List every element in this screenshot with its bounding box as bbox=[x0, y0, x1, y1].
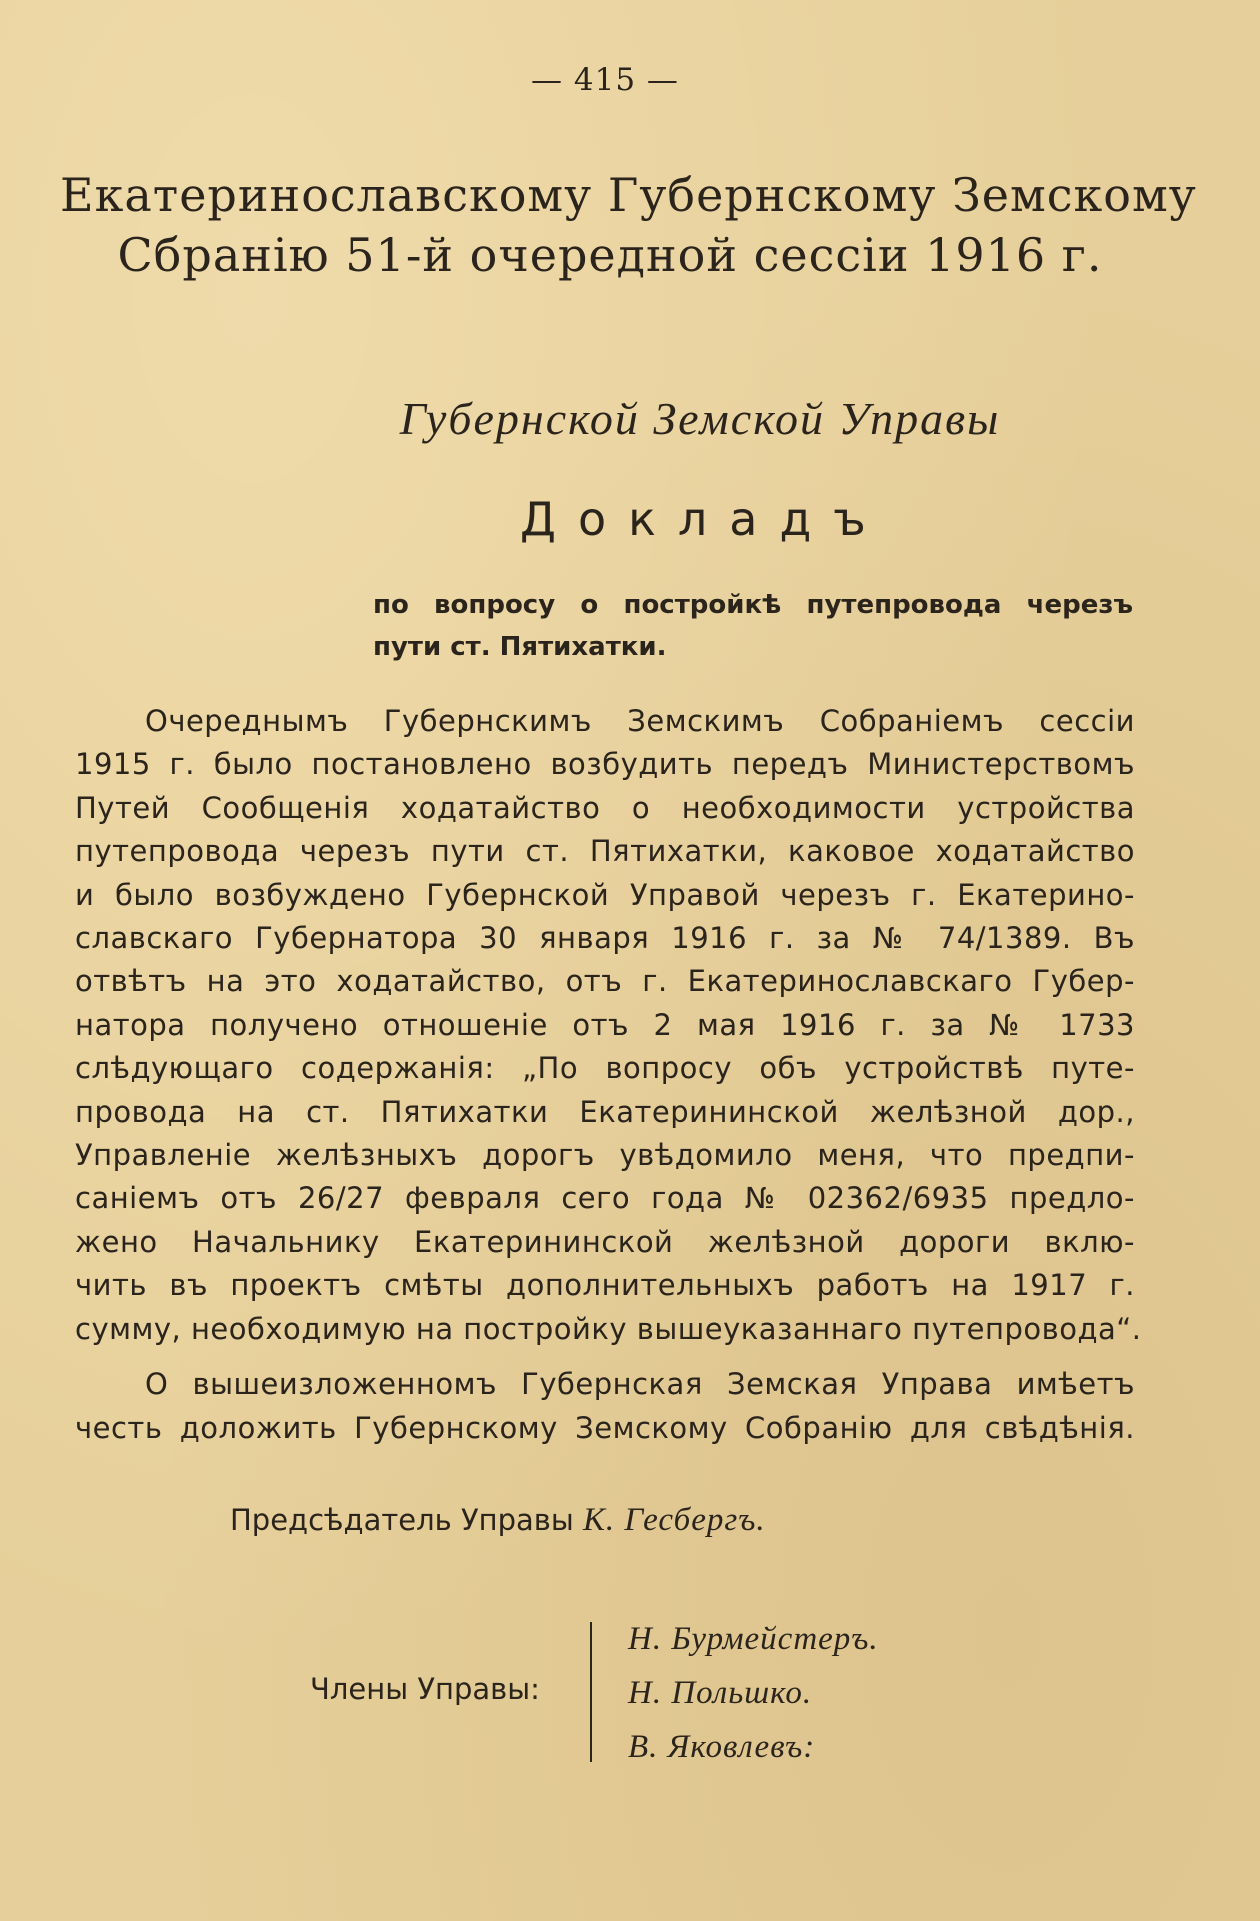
topic-line-2: пути ст. Пятихатки. bbox=[373, 632, 667, 662]
paragraph-line: слѣдующаго содержанія: „По вопросу объ устройствѣ путе- bbox=[75, 1051, 1135, 1086]
paragraph-line: провода на ст. Пятихатки Екатерининской желѣзной дор., bbox=[75, 1094, 1135, 1129]
report-body bbox=[75, 700, 1142, 1450]
chairman-label: Предсѣдатель Управы bbox=[230, 1503, 574, 1537]
paragraph-line: чить въ проектъ смѣты дополнительныхъ работъ на 1917 г. bbox=[75, 1268, 1135, 1303]
paragraph-line: саніемъ отъ 26/27 февраля сего года № 02362/6935 предло- bbox=[75, 1181, 1135, 1216]
paragraph-1 bbox=[75, 700, 1142, 1351]
document-heading bbox=[60, 165, 1197, 285]
paragraph-line: путепровода черезъ пути ст. Пятихатки, каковое ходатайство bbox=[75, 834, 1135, 869]
chairman-name: К. Гесбергъ. bbox=[582, 1502, 766, 1538]
member-name: Н. Польшко. bbox=[628, 1675, 813, 1711]
member-name: В. Яковлевъ: bbox=[628, 1729, 816, 1765]
report-topic bbox=[373, 584, 1133, 668]
paragraph-line: О вышеизложенномъ Губернская Земская Управа имѣетъ bbox=[145, 1367, 1135, 1402]
topic-line-1: по вопросу о постройкѣ путепровода черезъ bbox=[373, 590, 1133, 620]
paragraph-line: жено Начальнику Екатерининской желѣзной дороги вклю- bbox=[75, 1224, 1135, 1259]
paragraph-line: Путей Сообщенія ходатайство о необходимости устройства bbox=[75, 790, 1135, 825]
chairman-signature bbox=[230, 1502, 766, 1539]
paragraph-2 bbox=[75, 1363, 1135, 1450]
issuer-subheading: Губернской Земской Управы bbox=[399, 393, 1001, 444]
paragraph-line: Управленіе желѣзныхъ дорогъ увѣдомило меня, что предпи- bbox=[75, 1138, 1135, 1173]
heading-line-2: Сбранію 51-й очередной сессіи 1916 г. bbox=[117, 228, 1103, 282]
paragraph-line: славскаго Губернатора 30 января 1916 г. за № 74/1389. Въ bbox=[75, 921, 1135, 956]
member-name: Н. Бурмейстеръ. bbox=[628, 1621, 879, 1657]
page-number: — 415 — bbox=[531, 62, 679, 98]
paragraph-line: честь доложить Губернскому Земскому Собранію для свѣдѣнія. bbox=[75, 1410, 1135, 1445]
paragraph-line: сумму, необходимую на постройку вышеуказаннаго путепровода“. bbox=[75, 1311, 1142, 1346]
members-list bbox=[628, 1612, 879, 1774]
paragraph-line: отвѣтъ на это ходатайство, отъ г. Екатеринославскаго Губер- bbox=[75, 964, 1135, 999]
members-label: Члены Управы: bbox=[310, 1672, 540, 1706]
paragraph-line: 1915 г. было постановлено возбудить передъ Министерствомъ bbox=[75, 747, 1135, 782]
paragraph-line: натора получено отношеніе отъ 2 мая 1916 г. за № 1733 bbox=[75, 1007, 1135, 1042]
members-bracket bbox=[590, 1622, 598, 1762]
paragraph-line: Очереднымъ Губернскимъ Земскимъ Собраніемъ сессіи bbox=[145, 704, 1135, 738]
report-title: Докладъ bbox=[520, 492, 888, 546]
heading-line-1: Екатеринославскому Губернскому Земскому bbox=[60, 168, 1197, 222]
paragraph-line: и было возбуждено Губернской Управой черезъ г. Екатерино- bbox=[75, 877, 1135, 912]
